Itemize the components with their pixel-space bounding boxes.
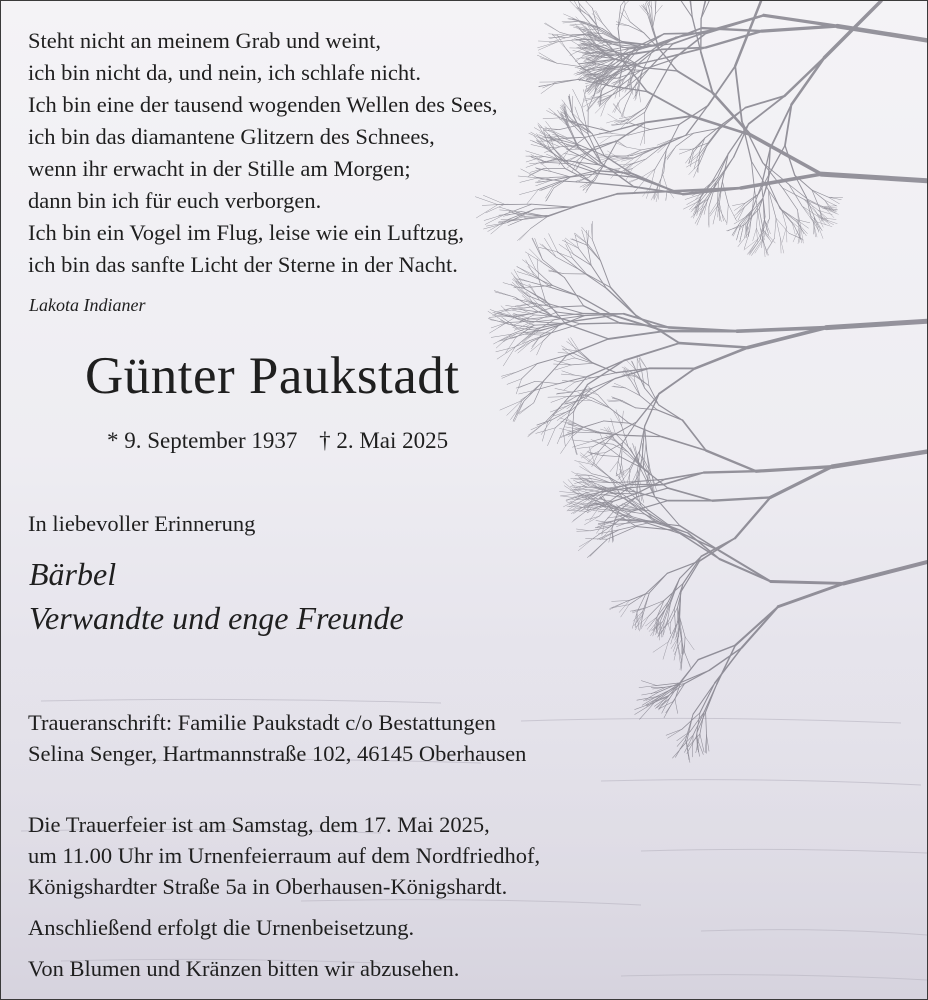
poem-attribution: Lakota Indianer [29,295,146,315]
poem [28,25,588,281]
mourners [29,552,404,640]
poem-line: ich bin das diamantene Glitzern des Schnees, [28,124,435,149]
death-date: 2. Mai 2025 [336,428,449,453]
birth-symbol: * [107,428,119,453]
mourner-name: Bärbel [29,556,117,592]
burial-note: Anschließend erfolgt die Urnenbeisetzung. [28,915,415,940]
flowers-note: Von Blumen und Kränzen bitten wir abzusehen. [28,956,460,981]
service-line: Die Trauerfeier ist am Samstag, dem 17. Mai 2025, [28,812,490,837]
poem-line: ich bin nicht da, und nein, ich schlafe nicht. [28,60,422,85]
poem-line: ich bin das sanfte Licht der Sterne in der Nacht. [28,252,458,277]
poem-line: wenn ihr erwacht in der Stille am Morgen; [28,156,411,181]
poem-line: dann bin ich für euch verborgen. [28,188,322,213]
service-line: Königshardter Straße 5a in Oberhausen-Königshardt. [28,874,508,899]
address-line: Traueranschrift: Familie Paukstadt c/o Bestattungen [28,710,496,735]
deceased-name: Günter Paukstadt [85,347,460,405]
mourning-address [28,707,526,769]
death-symbol: † [319,428,331,453]
poem-line: Steht nicht an meinem Grab und weint, [28,28,382,53]
birth-date: 9. September 1937 [124,428,298,453]
life-dates [107,428,448,454]
service-line: um 11.00 Uhr im Urnenfeierraum auf dem Nordfriedhof, [28,843,541,868]
notice-content [1,1,927,999]
funeral-service-info [28,809,540,984]
poem-line: Ich bin eine der tausend wogenden Wellen des Sees, [28,92,498,117]
mourner-name: Verwandte und enge Freunde [29,600,404,636]
memory-intro: In liebevoller Erinnerung [28,511,256,536]
poem-line: Ich bin ein Vogel im Flug, leise wie ein Luftzug, [28,220,464,245]
address-line: Selina Senger, Hartmannstraße 102, 46145 Oberhausen [28,741,527,766]
